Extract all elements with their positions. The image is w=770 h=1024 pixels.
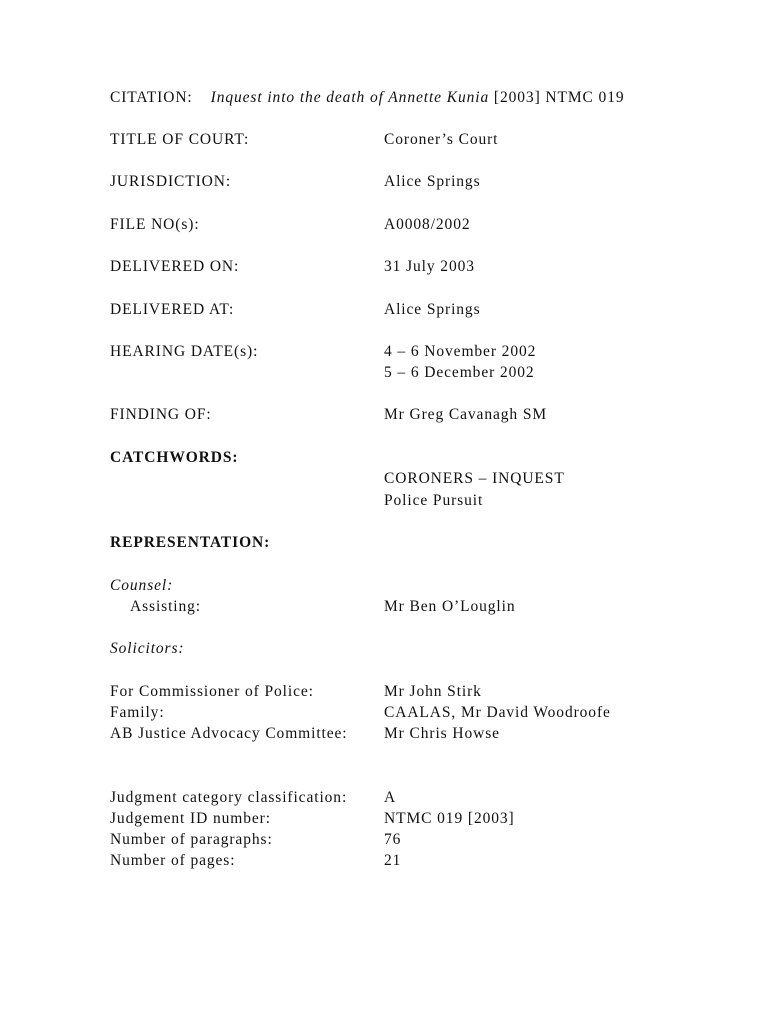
citation-case-name: Inquest into the death of Annette Kunia xyxy=(210,89,490,106)
citation-reference: [2003] NTMC 019 xyxy=(493,89,625,106)
delivered-at-value: Alice Springs xyxy=(384,301,481,318)
assisting-label: Assisting: xyxy=(130,598,202,615)
solicitor-value-ab-justice: Mr Chris Howse xyxy=(384,725,500,742)
delivered-on-label: DELIVERED ON: xyxy=(110,258,240,275)
catchwords-line-2: Police Pursuit xyxy=(384,492,484,509)
solicitor-label-police: For Commissioner of Police: xyxy=(110,683,314,700)
finding-of-label: FINDING OF: xyxy=(110,406,212,423)
solicitors-label: Solicitors: xyxy=(110,640,185,657)
classification-label: Judgment category classification: xyxy=(110,789,348,806)
pages-count-value: 21 xyxy=(384,852,402,869)
hearing-dates-label: HEARING DATE(s): xyxy=(110,343,259,360)
catchwords-heading: CATCHWORDS: xyxy=(110,449,239,466)
jurisdiction-value: Alice Springs xyxy=(384,173,481,190)
file-no-value: A0008/2002 xyxy=(384,216,471,233)
delivered-at-label: DELIVERED AT: xyxy=(110,301,235,318)
paragraphs-count-value: 76 xyxy=(384,831,402,848)
solicitor-value-family: CAALAS, Mr David Woodroofe xyxy=(384,704,611,721)
classification-value: A xyxy=(384,789,397,806)
paragraphs-count-label: Number of paragraphs: xyxy=(110,831,273,848)
citation-label: CITATION: xyxy=(110,89,193,106)
jurisdiction-label: JURISDICTION: xyxy=(110,173,232,190)
title-of-court-label: TITLE OF COURT: xyxy=(110,131,250,148)
catchwords-line-1: CORONERS – INQUEST xyxy=(384,470,565,487)
assisting-value: Mr Ben O’Louglin xyxy=(384,598,516,615)
finding-of-value: Mr Greg Cavanagh SM xyxy=(384,406,548,423)
solicitor-label-ab-justice: AB Justice Advocacy Committee: xyxy=(110,725,348,742)
representation-heading: REPRESENTATION: xyxy=(110,534,271,551)
file-no-label: FILE NO(s): xyxy=(110,216,200,233)
pages-count-label: Number of pages: xyxy=(110,852,236,869)
hearing-date-1: 4 – 6 November 2002 xyxy=(384,343,537,360)
counsel-label: Counsel: xyxy=(110,577,174,594)
title-of-court-value: Coroner’s Court xyxy=(384,131,499,148)
judgement-id-label: Judgement ID number: xyxy=(110,810,271,827)
hearing-date-2: 5 – 6 December 2002 xyxy=(384,364,535,381)
solicitor-value-police: Mr John Stirk xyxy=(384,683,482,700)
solicitor-label-family: Family: xyxy=(110,704,165,721)
judgement-id-value: NTMC 019 [2003] xyxy=(384,810,515,827)
citation-line xyxy=(110,87,625,108)
delivered-on-value: 31 July 2003 xyxy=(384,258,475,275)
